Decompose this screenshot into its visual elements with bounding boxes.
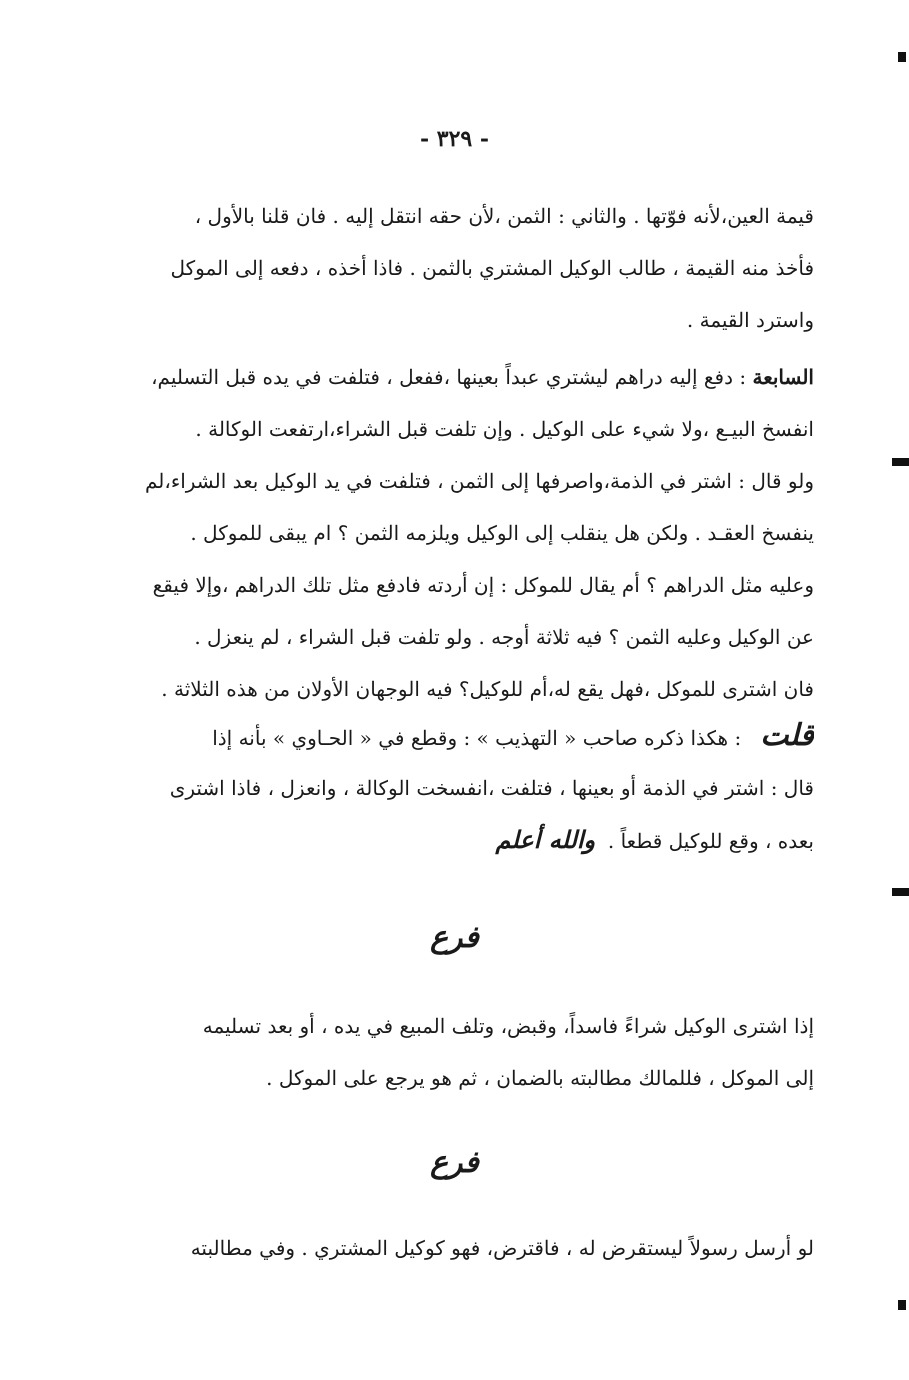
text-line: إلى الموكل ، فللمالك مطالبته بالضمان ، ثم هو يرجع على الموكل .: [266, 1066, 814, 1090]
text-line: ولو قال : اشتر في الذمة،واصرفها إلى الثمن ، فتلفت في يد الوكيل بعد الشراء،لم: [144, 469, 814, 493]
section-lead: قلت: [760, 718, 814, 753]
paragraph-4: [98, 1000, 814, 1104]
text-line: قال : اشتر في الذمة أو بعينها ، فتلفت ،انفسخت الوكالة ، وانعزل ، فاذا اشترى: [169, 776, 814, 800]
text-line: انفسخ البيـع ،ولا شيء على الوكيل . وإن تلفت قبل الشراء،ارتفعت الوكالة .: [195, 417, 814, 441]
text-line: [98, 814, 814, 866]
page-number: - ٣٢٩ -: [419, 126, 490, 152]
text-fragment: : دفع إليه دراهم ليشتري عبداً بعينها ،ففعل ، فتلفت في يده قبل التسليم،: [151, 365, 747, 389]
scan-edge-mark: [892, 888, 909, 896]
text-line: واسترد القيمة .: [686, 308, 814, 332]
text-line: عن الوكيل وعليه الثمن ؟ فيه ثلاثة أوجه . ولو تلفت قبل الشراء ، لم ينعزل .: [194, 625, 814, 649]
scan-edge-mark: [892, 458, 909, 466]
text-line: فان اشترى للموكل ،فهل يقع له،أم للوكيل؟ فيه الوجهان الأولان من هذه الثلاثة .: [161, 677, 814, 701]
scan-edge-mark: [898, 52, 906, 62]
text-line: قيمة العين،لأنه فوّتها . والثاني : الثمن ،لأن حقه انتقل إليه . فان قلنا بالأول ،: [194, 204, 814, 228]
text-line: وعليه مثل الدراهم ؟ أم يقال للموكل : إن أردته فادفع مثل تلك الدراهم ،وإلا فيقع: [152, 573, 814, 597]
paragraph-2: [98, 351, 814, 715]
text-fragment: : هكذا ذكره صاحب « التهذيب » : وقطع في « الحـاوي » بأنه إذا: [212, 726, 742, 750]
text-line: فأخذ منه القيمة ، طالب الوكيل المشتري بالثمن . فاذا أخذه ، دفعه إلى الموكل: [170, 256, 814, 280]
section-heading: فرع: [430, 1145, 479, 1180]
text-line: [98, 351, 814, 403]
text-line: ينفسخ العقـد . ولكن هل ينقلب إلى الوكيل ويلزمه الثمن ؟ ام يبقى للموكل .: [190, 521, 814, 545]
paragraph-1: [98, 190, 814, 346]
text-fragment: بعده ، وقع للوكيل قطعاً .: [607, 829, 814, 853]
section-heading: فرع: [430, 920, 479, 955]
text-line: [98, 710, 814, 762]
paragraph-3: [98, 710, 814, 866]
section-lead: السابعة: [752, 365, 814, 389]
paragraph-5: [98, 1222, 814, 1274]
scan-edge-mark: [898, 1300, 906, 1310]
text-line: لو أرسل رسولاً ليستقرض له ، فاقترض، فهو كوكيل المشتري . وفي مطالبته: [190, 1236, 814, 1260]
closing-formula: والله أعلم: [495, 825, 596, 854]
text-line: إذا اشترى الوكيل شراءً فاسداً، وقبض، وتلف المبيع في يده ، أو بعد تسليمه: [202, 1014, 814, 1038]
